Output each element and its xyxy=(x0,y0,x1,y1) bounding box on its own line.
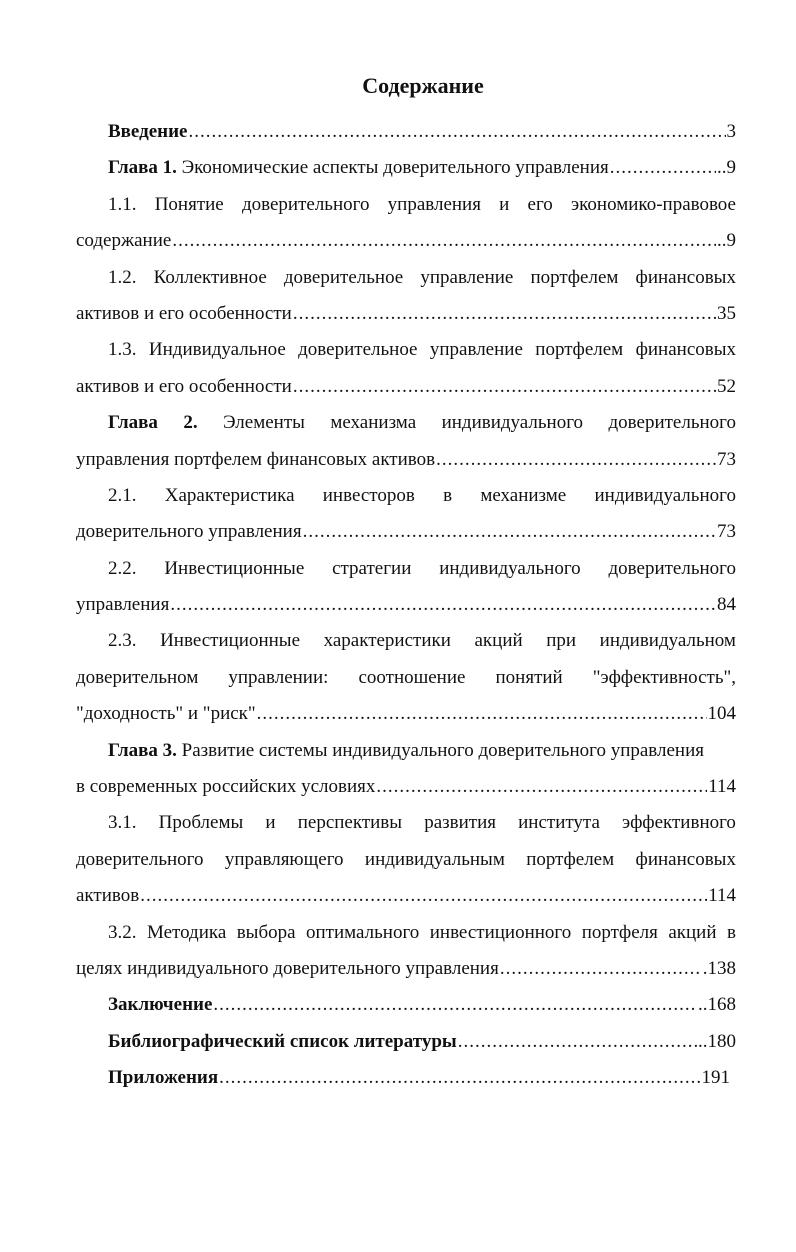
toc-label: управления портфелем финансовых активов xyxy=(76,448,436,470)
dot-leader xyxy=(170,587,716,623)
toc-entry-chapter-3-line1 xyxy=(76,733,736,769)
toc-label: активов и его особенности xyxy=(76,302,292,324)
toc-entry-conclusion xyxy=(76,987,736,1023)
toc-page-number: 114 xyxy=(708,776,736,798)
dot-leader xyxy=(172,223,716,259)
toc-page-number: 84 xyxy=(717,594,736,616)
toc-entry-chapter-2-line1: Глава 2. Элементы механизма индивидуального доверительного xyxy=(108,412,736,434)
toc-entry-3-2-line2 xyxy=(76,951,736,987)
toc-label: Развитие системы индивидуального доверительного управления xyxy=(181,739,705,761)
toc-label: Приложения xyxy=(108,1067,219,1089)
toc-label: в современных российских условиях xyxy=(76,776,376,798)
dot-leader xyxy=(189,114,726,150)
toc-page-number: 114 xyxy=(708,885,736,907)
toc-entry-2-3-line1: 2.3. Инвестиционные характеристики акций при индивидуальном xyxy=(108,630,736,652)
toc-page-number: ..168 xyxy=(698,994,736,1016)
toc-entry-3-1-line1: 3.1. Проблемы и перспективы развития института эффективного xyxy=(108,812,736,834)
dot-leader xyxy=(257,696,707,732)
toc-entry-chapter-3-line2 xyxy=(76,769,736,805)
dot-leader xyxy=(500,951,702,987)
toc-page-number: ..180 xyxy=(698,1030,736,1052)
toc-entry-1-3-line1: 1.3. Индивидуальное доверительное управление портфелем финансовых xyxy=(108,339,736,361)
toc-label: Библиографический список литературы xyxy=(108,1030,457,1052)
toc-page-number: 35 xyxy=(717,302,736,324)
toc-entry-3-1-line2: доверительного управляющего индивидуальным портфелем финансовых xyxy=(76,848,736,870)
toc-entry-2-1-line1: 2.1. Характеристика инвесторов в механизме индивидуального xyxy=(108,484,736,506)
toc-label: активов xyxy=(76,885,140,907)
toc-label: Экономические аспекты доверительного управления xyxy=(181,157,609,179)
toc-entry-appendix xyxy=(76,1060,730,1096)
toc-entry-2-3-line2: доверительном управлении: соотношение понятий "эффективность", xyxy=(76,666,736,688)
toc-page-number: .138 xyxy=(702,957,736,979)
toc-page-number: ..9 xyxy=(717,157,736,179)
toc-page-number: 73 xyxy=(717,448,736,470)
toc-entry-chapter-2-line2 xyxy=(76,442,736,478)
toc-label: Заключение xyxy=(108,994,213,1016)
dot-leader xyxy=(458,1024,697,1060)
toc-page-number: 3 xyxy=(726,121,736,142)
toc-page-number: 73 xyxy=(717,521,736,543)
toc-entry-2-2-line2 xyxy=(76,587,736,623)
toc-label: содержание xyxy=(76,230,172,252)
toc-entry-2-1-line2 xyxy=(76,514,736,550)
toc-page-number: 191 xyxy=(701,1067,730,1089)
dot-leader xyxy=(213,987,697,1023)
toc-page-number: ..9 xyxy=(717,230,736,252)
toc-entry-2-2-line1: 2.2. Инвестиционные стратегии индивидуального доверительного xyxy=(108,557,736,579)
toc-label: доверительного управления xyxy=(76,521,302,543)
toc-entry-bibliography xyxy=(76,1024,736,1060)
toc-entry-2-3-line3 xyxy=(76,696,736,732)
toc-label: "доходность" и "риск" xyxy=(76,703,256,725)
toc-entry-1-2-line2 xyxy=(76,296,736,332)
dot-leader xyxy=(303,514,716,550)
table-of-contents xyxy=(76,114,736,1097)
toc-page-number: 52 xyxy=(717,375,736,397)
toc-entry-1-3-line2 xyxy=(76,369,736,405)
toc-entry-3-1-line3 xyxy=(76,878,736,914)
dot-leader xyxy=(293,369,716,405)
toc-page-number: 104 xyxy=(707,703,736,725)
dot-leader xyxy=(140,878,707,914)
dot-leader xyxy=(376,769,707,805)
dot-leader xyxy=(219,1060,700,1096)
page-title: Содержание xyxy=(362,73,484,98)
toc-entry-1-1-line2 xyxy=(76,223,736,259)
toc-label: целях индивидуального доверительного управления xyxy=(76,957,499,979)
toc-entry-intro xyxy=(76,114,736,150)
toc-label: активов и его особенности xyxy=(76,375,292,397)
chapter-prefix: Глава 1. xyxy=(108,157,177,179)
toc-entry-3-2-line1: 3.2. Методика выбора оптимального инвестиционного портфеля акций в xyxy=(108,921,736,943)
chapter-prefix: Глава 3. xyxy=(108,739,177,761)
dot-leader xyxy=(293,296,716,332)
dot-leader xyxy=(610,150,716,186)
toc-label: управления xyxy=(76,594,170,616)
dot-leader xyxy=(436,442,716,478)
toc-entry-chapter-1 xyxy=(76,150,736,186)
toc-entry-1-2-line1: 1.2. Коллективное доверительное управление портфелем финансовых xyxy=(108,266,736,288)
toc-entry-1-1-line1: 1.1. Понятие доверительного управления и его экономико-правовое xyxy=(108,193,736,215)
toc-label: Введение xyxy=(108,121,188,142)
